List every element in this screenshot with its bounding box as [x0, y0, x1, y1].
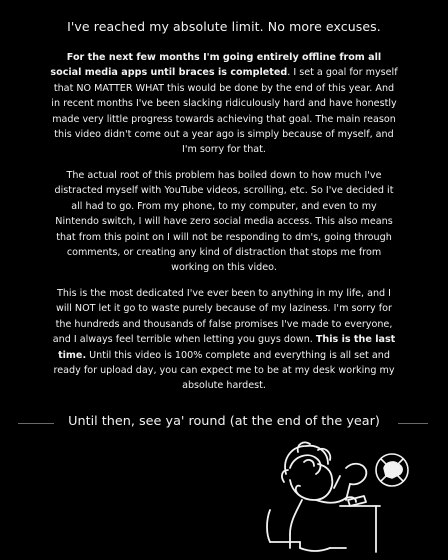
- paragraph-body-start: This is the most dedicated I've ever been to anything in my life, and I will NOT let it go to waste purely because of my laziness. I'm sorry for the hundreds and thousands of false promises I've made to everyone, and I always feel terrible when letting you guys down.: [52, 288, 393, 346]
- paragraph-bold-last-time: This is the last time.: [58, 334, 396, 361]
- paragraph-body: . I set a goal for myself that NO MATTER WHAT this would be done by the end of this year. And in recent months I've been slacking ridiculously hard and have honestly made very little progress towards achieving that goal. The main reason this video didn't come out a year ago is simply because of myself, and I'm sorry for that.: [51, 67, 398, 156]
- headline: I've reached my absolute limit. No more excuses.: [67, 19, 381, 34]
- signoff-text: Until then, see ya' round (at the end of the year): [68, 414, 380, 429]
- paragraph-bold-lead: For the next few months I'm going entirely offline from all social media apps until braces is completed: [50, 52, 382, 79]
- paragraph-root-problem: The actual root of this problem has boiled down to how much I've distracted myself with YouTube videos, scrolling, etc. So I've decided it all had to go. From my phone, to my computer, and even to my Nintendo switch, I will have zero social media access. This also means that from this point on I will not be responding to dm's, going through comments, or creating any kind of distraction that stops me from working on this video.: [54, 170, 394, 274]
- paragraph-body-end: Until this video is 100% complete and everything is all set and ready for upload day, you can expect me to be at my desk working my absolute hardest.: [53, 349, 395, 392]
- no-social-media-icon: [376, 454, 408, 486]
